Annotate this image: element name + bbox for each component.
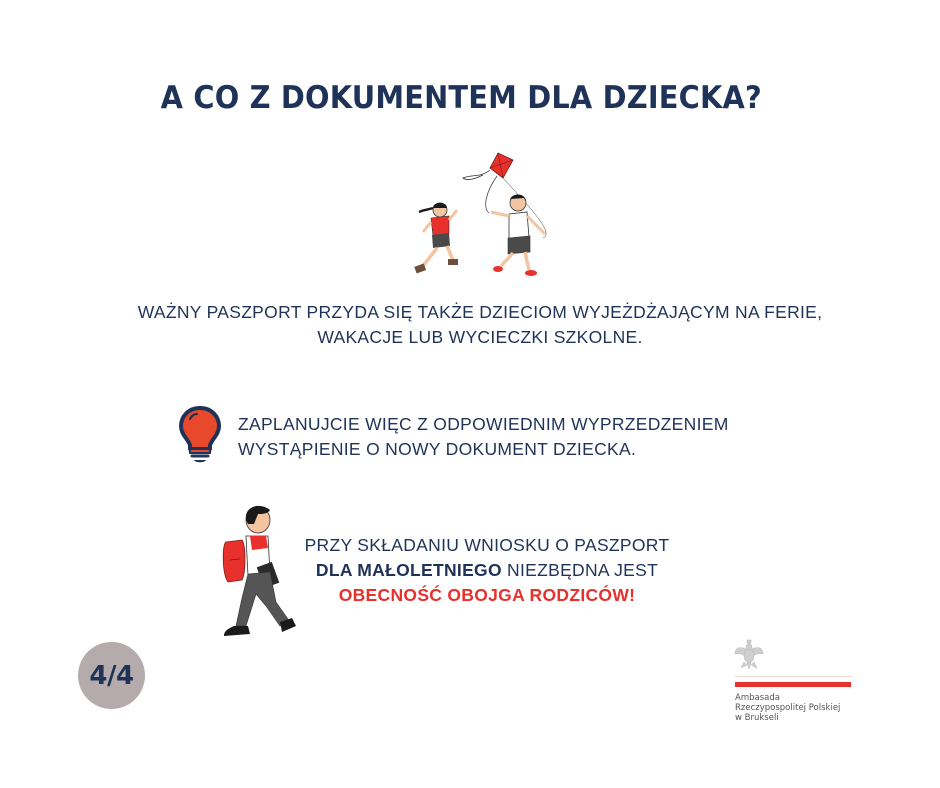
tip-paragraph (238, 412, 798, 462)
polish-eagle-icon (733, 638, 765, 670)
embassy-line-2: Rzeczypospolitej Polskiej (735, 703, 841, 713)
lightbulb-icon (178, 405, 222, 465)
embassy-line-1: Ambasada (735, 693, 780, 703)
intro-paragraph (60, 300, 900, 350)
requirement-line-2 (262, 558, 712, 583)
flag-line-white (735, 676, 851, 677)
page-indicator-badge: 4/4 (78, 642, 145, 709)
page-title: A CO Z DOKUMENTEM DLA DZIECKA? (160, 80, 762, 116)
intro-line-1: WAŻNY PASZPORT PRZYDA SIĘ TAKŻE DZIECIOM WYJEŻDŻAJĄCYM NA FERIE, (137, 302, 823, 322)
flag-line-red (735, 682, 851, 687)
embassy-logo (733, 638, 853, 728)
intro-line-2: WAKACJE LUB WYCIECZKI SZKOLNE. (317, 327, 643, 347)
embassy-name (735, 693, 840, 723)
requirement-paragraph (262, 533, 712, 608)
requirement-line-2-rest: NIEZBĘDNA JEST (501, 560, 659, 580)
requirement-line-1: PRZY SKŁADANIU WNIOSKU O PASZPORT (304, 535, 670, 555)
embassy-line-3: w Brukseli (735, 713, 779, 723)
tip-line-2: WYSTĄPIENIE O NOWY DOKUMENT DZIECKA. (238, 439, 637, 459)
tip-line-1: ZAPLANUJCIE WIĘC Z ODPOWIEDNIM WYPRZEDZENIEM (238, 414, 729, 434)
minor-emphasis: DLA MAŁOLETNIEGO (315, 560, 502, 580)
kids-kite-illustration (405, 148, 565, 283)
both-parents-warning: OBECNOŚĆ OBOJGA RODZICÓW! (338, 585, 636, 605)
